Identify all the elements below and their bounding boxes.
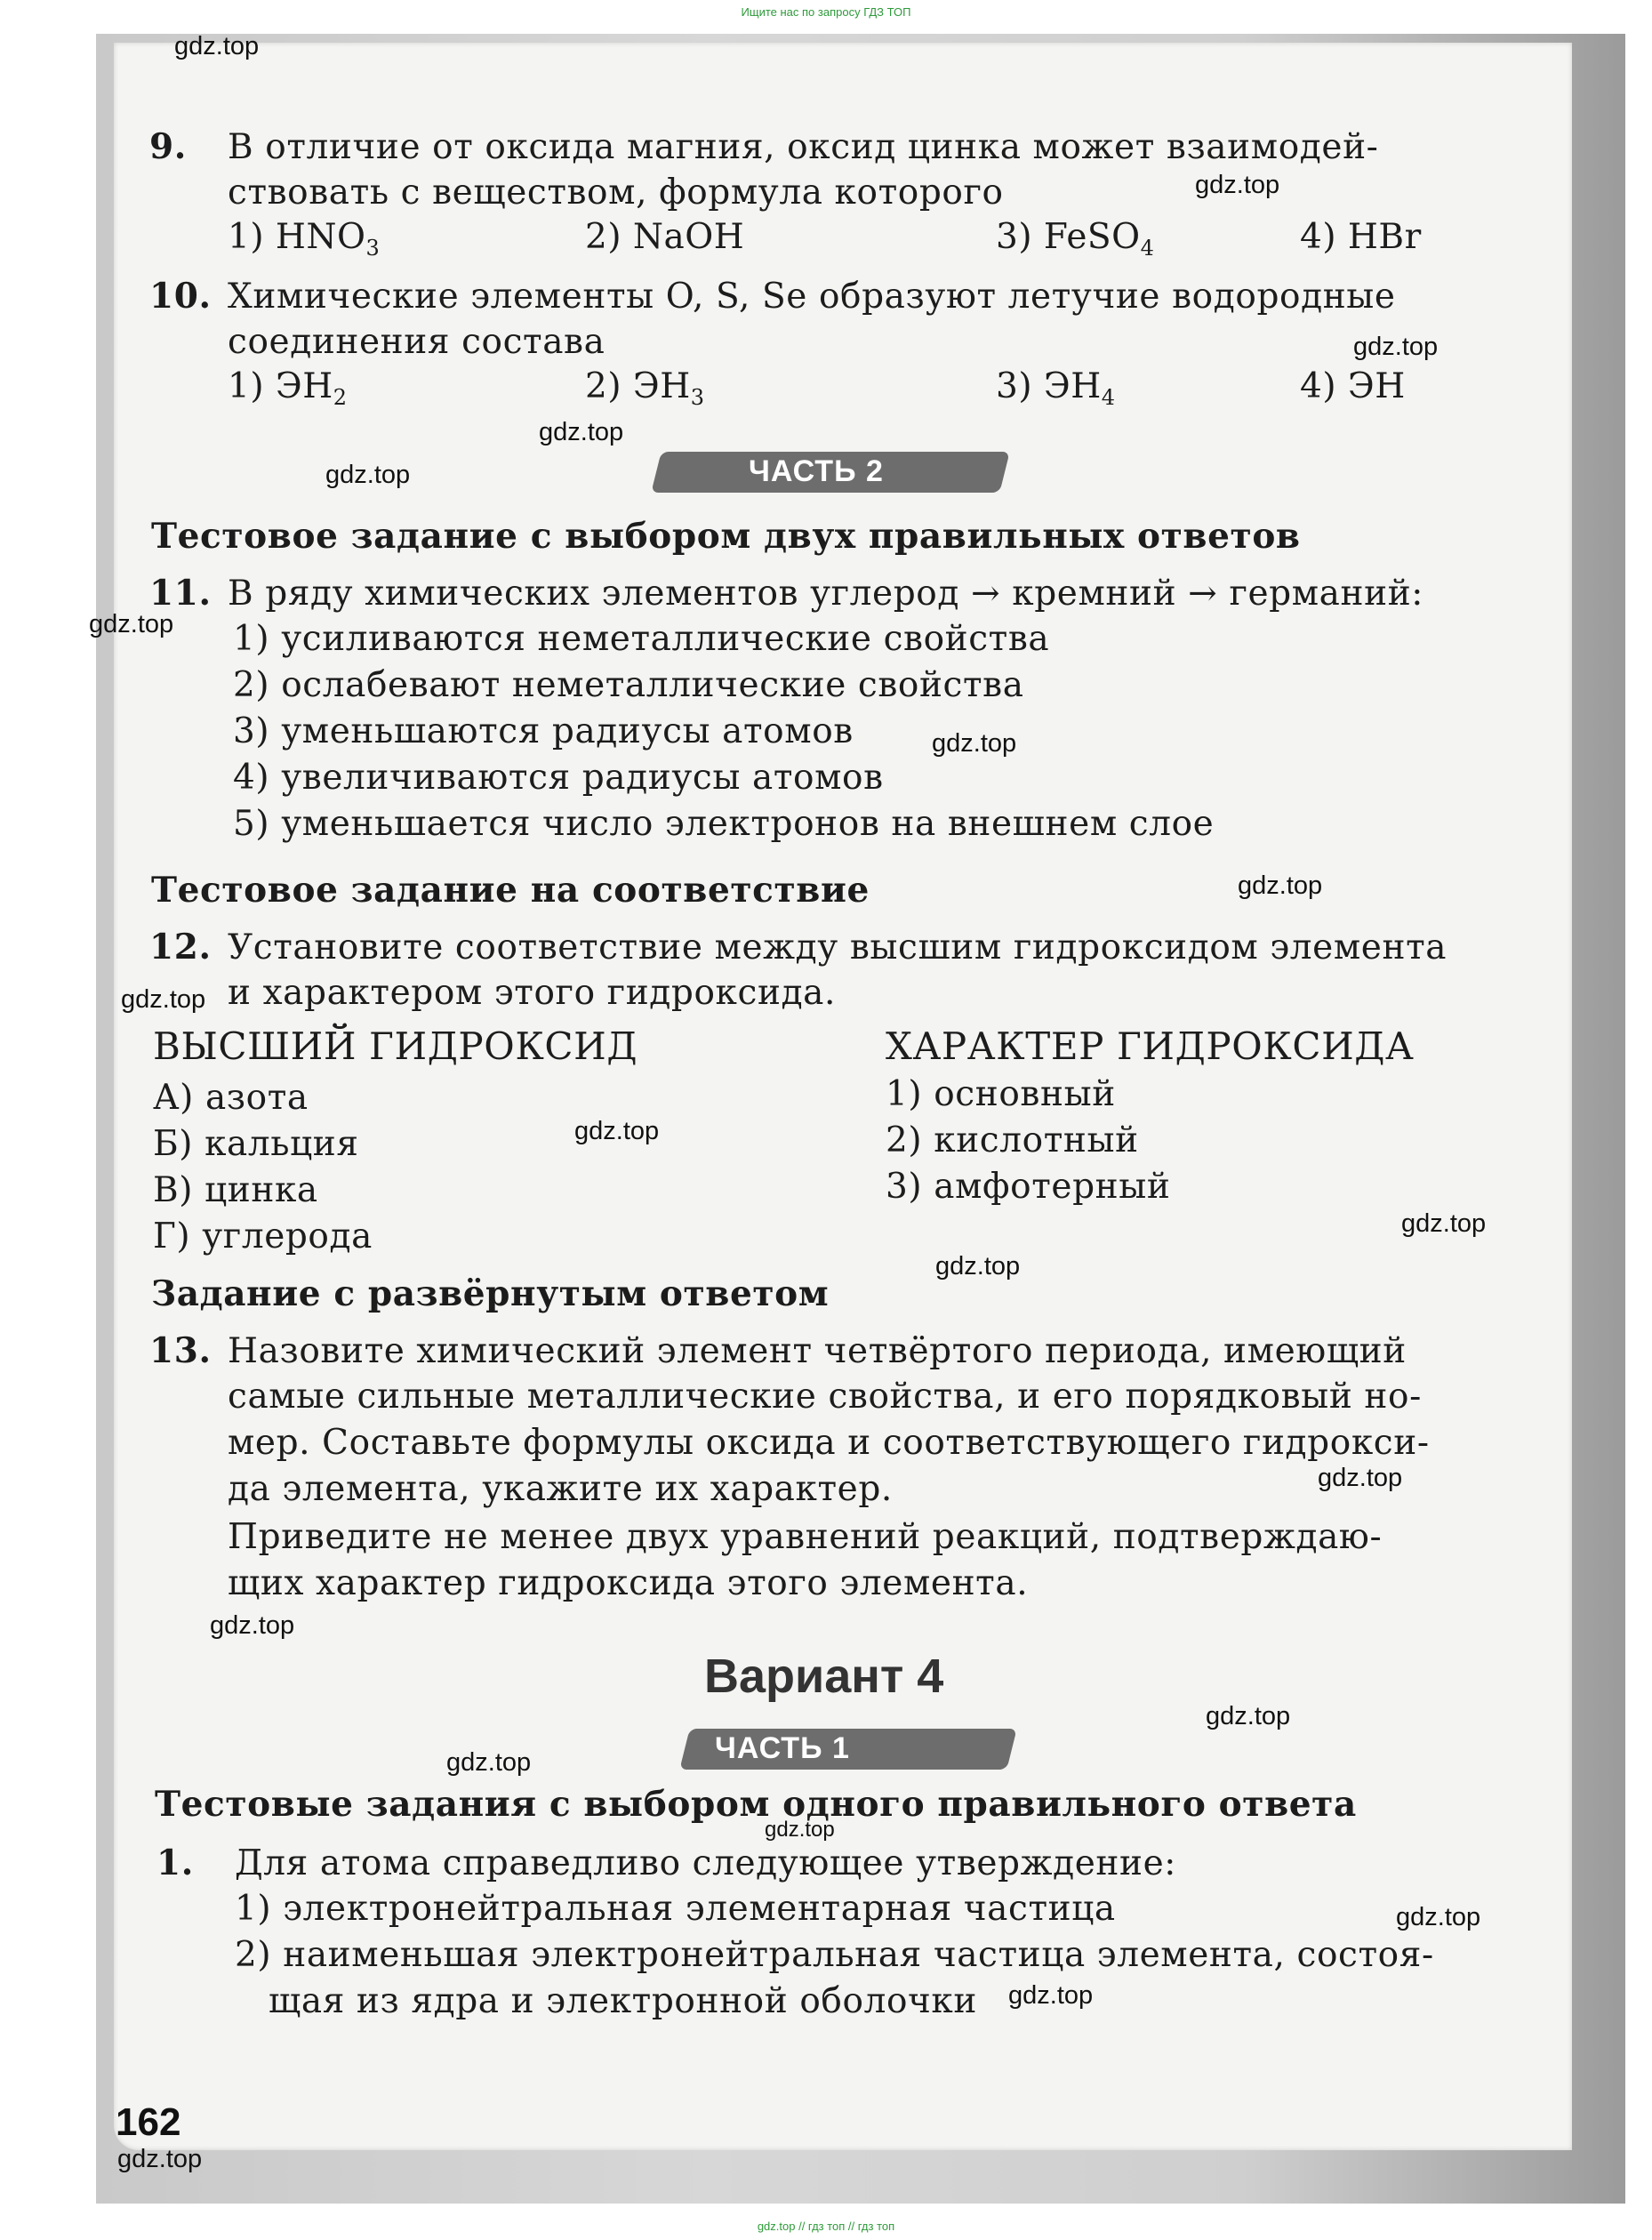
q12-right-item-3: 3) амфотерный	[886, 1167, 1171, 1207]
q10-option-4: 4) ЭH	[1300, 366, 1406, 406]
watermark[interactable]: gdz.top	[1238, 871, 1323, 900]
q13-text: Назовите химический элемент четвёртого периода, имеющий	[228, 1331, 1407, 1371]
watermark[interactable]: gdz.top	[210, 1611, 295, 1640]
watermark[interactable]: gdz.top	[117, 2145, 203, 2173]
part1-label: ЧАСТЬ 1	[715, 1731, 850, 1765]
q9-option-1: 1) $HNO_3$	[228, 217, 381, 261]
q9-number: 9.	[149, 126, 187, 167]
q12-left-item-g: Г) углерода	[153, 1216, 373, 1256]
q12-number: 12.	[149, 927, 212, 967]
watermark[interactable]: gdz.top	[121, 985, 206, 1014]
section-one-answer-heading: Тестовые задания с выбором одного правильного ответа	[155, 1784, 1357, 1825]
bottom-banner: gdz.top // гдз топ // гдз топ	[757, 2220, 895, 2233]
q10-line1	[149, 274, 1396, 319]
variant-title: Вариант 4	[704, 1650, 944, 1703]
q10-option-2: 2) $ЭH_3$	[585, 366, 705, 410]
q10-option-3: 3) $ЭH_4$	[996, 366, 1116, 410]
q12-left-item-v: В) цинка	[153, 1170, 318, 1210]
q9-option-3: 3) FeSO$_4$	[996, 217, 1155, 261]
q1-text: Для атома справедливо следующее утверждение:	[235, 1843, 1177, 1883]
watermark[interactable]: gdz.top	[89, 610, 174, 638]
watermark[interactable]: gdz.top	[1396, 1903, 1481, 1931]
q9-option-2: 2) NaOH	[585, 217, 745, 257]
section-matching-heading: Тестовое задание на соответствие	[151, 870, 870, 911]
q13-line5: Приведите не менее двух уравнений реакций, подтверждаю-	[228, 1517, 1383, 1557]
watermark[interactable]: gdz.top	[446, 1748, 532, 1777]
q10-option-1: 1) $ЭH_2$	[228, 366, 348, 410]
q10-line2: соединения состава	[228, 322, 605, 362]
q1-option-1: 1) электронейтральная элементарная частица	[235, 1889, 1116, 1929]
q11-option-3: 3) уменьшаются радиусы атомов	[233, 711, 854, 751]
watermark[interactable]: gdz.top	[1206, 1702, 1291, 1730]
watermark[interactable]: gdz.top	[574, 1117, 660, 1145]
q12-left-item-b: Б) кальция	[153, 1124, 359, 1164]
q12-line2: и характером этого гидроксида.	[228, 973, 837, 1013]
q11-text: В ряду химических элементов углерод → кремний → германий:	[228, 574, 1424, 614]
watermark[interactable]: gdz.top	[765, 1818, 835, 1842]
watermark[interactable]: gdz.top	[325, 461, 411, 489]
watermark[interactable]: gdz.top	[1008, 1981, 1094, 2010]
q1-number: 1.	[156, 1843, 194, 1883]
q1-line1	[156, 1841, 1176, 1886]
watermark[interactable]: gdz.top	[1318, 1464, 1403, 1492]
q13-line6: щих характер гидроксида этого элемента.	[228, 1563, 1029, 1603]
q11-option-2: 2) ослабевают неметаллические свойства	[233, 665, 1024, 705]
q13-line3: мер. Составьте формулы оксида и соответствующего гидрокси-	[228, 1423, 1430, 1463]
q13-line1	[149, 1329, 1407, 1374]
q12-left-header: ВЫСШИЙ ГИДРОКСИД	[153, 1024, 638, 1068]
q12-left-item-a: А) азота	[153, 1078, 309, 1118]
q12-right-item-2: 2) кислотный	[886, 1120, 1139, 1160]
watermark[interactable]: gdz.top	[539, 418, 624, 446]
q9-line1	[149, 124, 1378, 170]
top-banner: Ищите нас по запросу ГДЗ ТОП	[741, 5, 911, 19]
q11-line1	[149, 571, 1423, 616]
watermark[interactable]: gdz.top	[1195, 171, 1280, 199]
section-extended-heading: Задание с развёрнутым ответом	[151, 1273, 830, 1314]
q13-line2: самые сильные металлические свойства, и его порядковый но-	[228, 1377, 1422, 1417]
q11-option-5: 5) уменьшается число электронов на внешнем слое	[233, 804, 1215, 844]
q12-right-header: ХАРАКТЕР ГИДРОКСИДА	[886, 1024, 1415, 1068]
q13-number: 13.	[149, 1330, 212, 1371]
q9-option-4: 4) HBr	[1300, 217, 1422, 257]
page-number: 162	[116, 2100, 181, 2144]
part2-label: ЧАСТЬ 2	[749, 454, 884, 488]
watermark[interactable]: gdz.top	[1401, 1209, 1487, 1238]
q10-number: 10.	[149, 276, 212, 317]
q12-line1	[149, 925, 1447, 970]
q11-number: 11.	[149, 573, 212, 614]
q11-option-1: 1) усиливаются неметаллические свойства	[233, 619, 1050, 659]
section-two-answers-heading: Тестовое задание с выбором двух правильных ответов	[151, 516, 1301, 557]
q9-line2: ствовать с веществом, формула которого	[228, 173, 1004, 213]
watermark[interactable]: gdz.top	[935, 1252, 1021, 1281]
q1-option-2-line1: 2) наименьшая электронейтральная частица элемента, состоя-	[235, 1935, 1434, 1975]
watermark[interactable]: gdz.top	[1353, 333, 1439, 361]
q12-text: Установите соответствие между высшим гидроксидом элемента	[228, 927, 1448, 967]
watermark[interactable]: gdz.top	[932, 729, 1017, 758]
q10-text: Химические элементы O, S, Se образуют летучие водородные	[228, 277, 1396, 317]
q11-option-4: 4) увеличиваются радиусы атомов	[233, 758, 884, 798]
q12-right-item-1: 1) основный	[886, 1074, 1116, 1114]
q13-line4: да элемента, укажите их характер.	[228, 1469, 893, 1509]
watermark[interactable]: gdz.top	[174, 32, 260, 60]
q9-text: В отличие от оксида магния, оксид цинка может взаимодей-	[228, 127, 1379, 167]
q1-option-2-line2: щая из ядра и электронной оболочки	[269, 1981, 977, 2021]
